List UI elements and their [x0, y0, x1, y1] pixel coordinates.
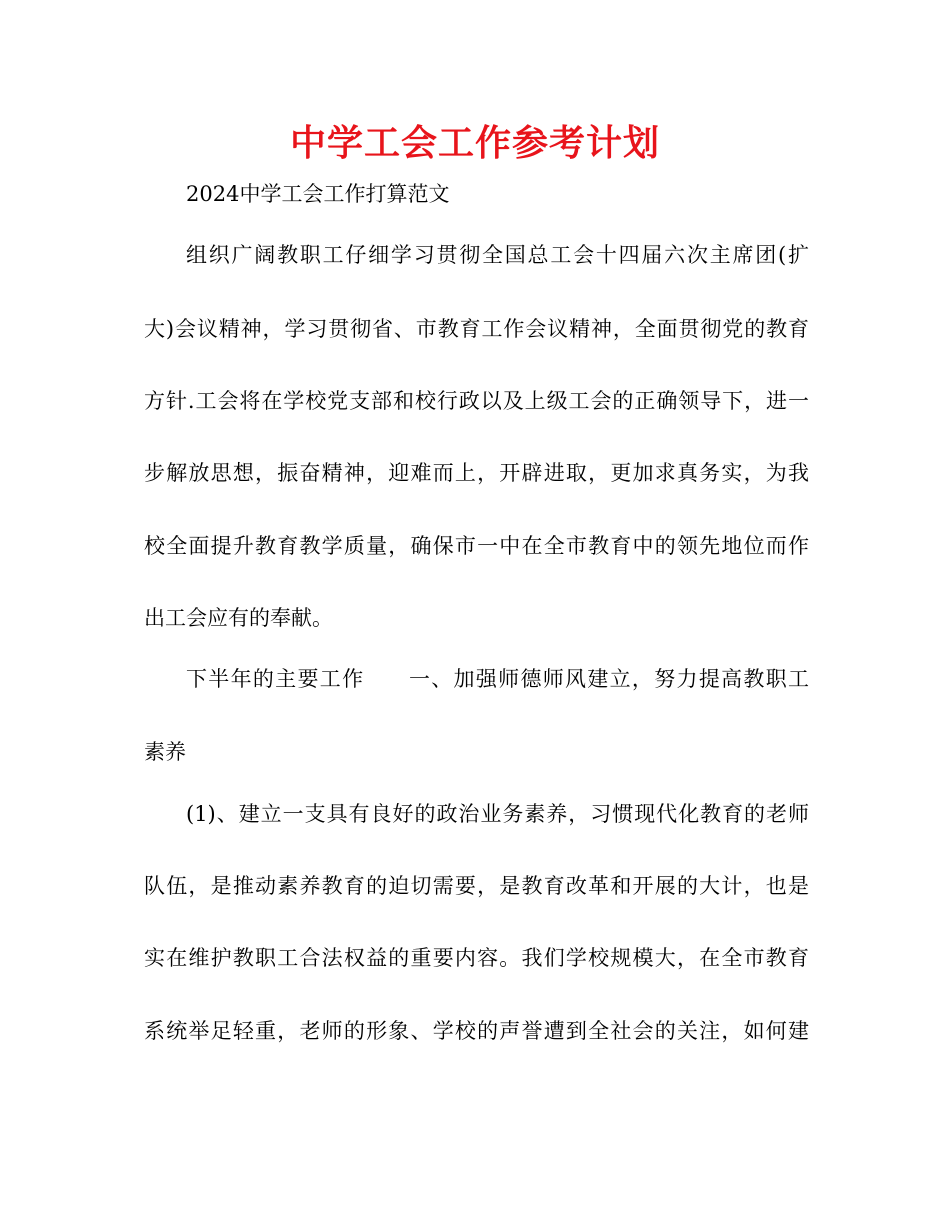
paragraph-line: (1)、建立一支具有良好的政治业务素养，习惯现代化教育的老师 [186, 802, 809, 826]
section-heading-line: 素养 [144, 740, 186, 764]
section-heading-line: 下半年的主要工作 一、加强师德师风建立，努力提高教职工 [186, 667, 809, 691]
paragraph-line: 方针.工会将在学校党支部和校行政以及上级工会的正确领导下，进一 [144, 389, 809, 413]
document-subtitle: 2024中学工会工作打算范文 [186, 182, 450, 206]
document-title: 中学工会工作参考计划 [289, 123, 660, 164]
paragraph-line: 大)会议精神，学习贯彻省、市教育工作会议精神，全面贯彻党的教育 [144, 317, 809, 341]
paragraph-line: 队伍，是推动素养教育的迫切需要，是教育改革和开展的大计，也是 [144, 874, 809, 898]
paragraph-line: 出工会应有的奉献。 [144, 606, 333, 630]
paragraph-line: 系统举足轻重，老师的形象、学校的声誉遭到全社会的关注，如何建 [144, 1019, 809, 1043]
paragraph-line: 实在维护教职工合法权益的重要内容。我们学校规模大，在全市教育 [144, 946, 809, 970]
paragraph-line: 步解放思想，振奋精神，迎难而上，开辟进取，更加求真务实，为我 [144, 461, 809, 485]
paragraph-line: 组织广阔教职工仔细学习贯彻全国总工会十四届六次主席团(扩 [186, 243, 809, 267]
paragraph-line: 校全面提升教育教学质量，确保市一中在全市教育中的领先地位而作 [144, 534, 809, 558]
